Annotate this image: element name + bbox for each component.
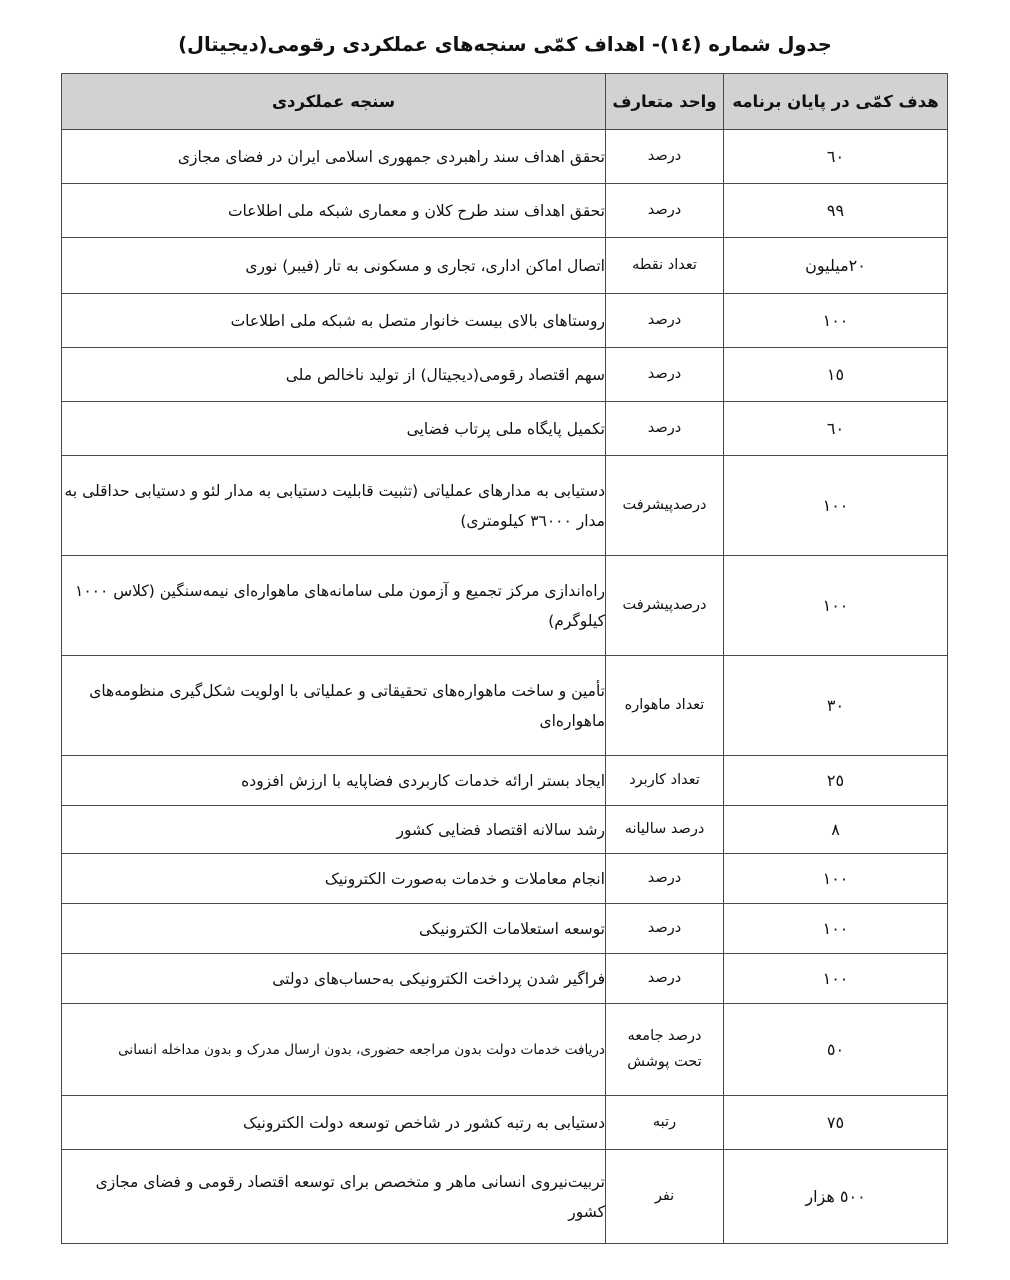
cell-unit: درصد	[606, 348, 724, 402]
cell-indicator: اتصال اماکن اداری، تجاری و مسکونی به تار (فیبر) نوری	[62, 238, 606, 294]
cell-indicator: تأمین و ساخت ماهواره‌های تحقیقاتی و عملیاتی با اولویت شکل‌گیری منظومه‌های ماهواره‌ای	[62, 656, 606, 756]
cell-target: ٨	[724, 806, 948, 854]
table-row	[62, 1150, 948, 1244]
cell-unit: درصد	[606, 130, 724, 184]
cell-unit-line-1: درصد جامعه	[627, 1028, 702, 1045]
cell-indicator: دریافت خدمات دولت بدون مراجعه حضوری، بدون ارسال مدرک و بدون مداخله انسانی	[62, 1004, 606, 1096]
column-header-indicator: سنجه عملکردی	[62, 74, 606, 130]
cell-indicator: تربیت‌نیروی انسانی ماهر و متخصص برای توسعه اقتصاد رقومی و فضای مجازی کشور	[62, 1150, 606, 1244]
table-row	[62, 756, 948, 806]
cell-target: ٥٠٠ هزار	[724, 1150, 948, 1244]
cell-unit: درصد	[606, 184, 724, 238]
cell-unit: درصد	[606, 854, 724, 904]
table-row	[62, 238, 948, 294]
cell-indicator: دستیابی به مدارهای عملیاتی (تثبیت قابلیت دستیابی به مدار لئو و دستیابی حداقلی به مدار ٣٦٠٠٠ کیلومتری)	[62, 456, 606, 556]
cell-indicator: ایجاد بستر ارائه خدمات کاربردی فضاپایه با ارزش افزوده	[62, 756, 606, 806]
cell-target: ٧٥	[724, 1096, 948, 1150]
cell-target: ٩٩	[724, 184, 948, 238]
cell-unit: درصد	[606, 904, 724, 954]
table-container	[0, 73, 1010, 1244]
table-row	[62, 904, 948, 954]
table-row	[62, 348, 948, 402]
table-header	[62, 74, 948, 130]
table-body	[62, 130, 948, 1244]
column-header-target: هدف کمّی در پایان برنامه	[724, 74, 948, 130]
cell-target: ١٠٠	[724, 456, 948, 556]
cell-target: ٢٠میلیون	[724, 238, 948, 294]
cell-unit: تعداد نقطه	[606, 238, 724, 294]
cell-target: ٦٠	[724, 130, 948, 184]
performance-indicators-table	[61, 73, 948, 1244]
cell-unit: درصد	[606, 402, 724, 456]
cell-indicator: سهم اقتصاد رقومی(دیجیتال) از تولید ناخالص ملی	[62, 348, 606, 402]
cell-unit: درصد سالیانه	[606, 806, 724, 854]
cell-target: ٣٠	[724, 656, 948, 756]
table-row	[62, 130, 948, 184]
cell-unit: تعداد کاربرد	[606, 756, 724, 806]
cell-unit-line-2: تحت پوشش	[627, 1053, 702, 1070]
table-row	[62, 294, 948, 348]
table-row	[62, 184, 948, 238]
cell-indicator: انجام معاملات و خدمات به‌صورت الکترونیک	[62, 854, 606, 904]
cell-indicator: تکمیل پایگاه ملی پرتاب فضایی	[62, 402, 606, 456]
cell-target: ١٠٠	[724, 954, 948, 1004]
cell-target: ١٠٠	[724, 556, 948, 656]
cell-unit: درصد	[606, 294, 724, 348]
cell-unit: درصد	[606, 954, 724, 1004]
table-row	[62, 1096, 948, 1150]
cell-indicator: روستاهای بالای بیست خانوار متصل به شبکه ملی اطلاعات	[62, 294, 606, 348]
cell-indicator: تحقق اهداف سند طرح کلان و معماری شبکه ملی اطلاعات	[62, 184, 606, 238]
cell-indicator: راه‌اندازی مرکز تجمیع و آزمون ملی سامانه‌های ماهواره‌ای نیمه‌سنگین (کلاس ١٠٠٠ کیلوگرم)	[62, 556, 606, 656]
cell-indicator: دستیابی به رتبه کشور در شاخص توسعه دولت الکترونیک	[62, 1096, 606, 1150]
cell-unit	[606, 1004, 724, 1096]
cell-unit: درصدپیشرفت	[606, 456, 724, 556]
cell-unit: تعداد ماهواره	[606, 656, 724, 756]
cell-target: ١٠٠	[724, 294, 948, 348]
cell-indicator: توسعه استعلامات الکترونیکی	[62, 904, 606, 954]
table-row	[62, 656, 948, 756]
cell-target: ٥٠	[724, 1004, 948, 1096]
table-row	[62, 402, 948, 456]
table-caption: جدول شماره (۱٤)- اهداف کمّی سنجه‌های عملکردی رقومی(دیجیتال)	[178, 33, 832, 56]
table-row	[62, 806, 948, 854]
cell-target: ٦٠	[724, 402, 948, 456]
cell-target: ٢٥	[724, 756, 948, 806]
cell-unit: نفر	[606, 1150, 724, 1244]
cell-target: ١٠٠	[724, 904, 948, 954]
cell-target: ١٥	[724, 348, 948, 402]
table-row	[62, 1004, 948, 1096]
cell-unit: رتبه	[606, 1096, 724, 1150]
column-header-unit: واحد متعارف	[606, 74, 724, 130]
table-row	[62, 456, 948, 556]
cell-indicator: رشد سالانه اقتصاد فضایی کشور	[62, 806, 606, 854]
cell-unit: درصدپیشرفت	[606, 556, 724, 656]
table-row	[62, 954, 948, 1004]
table-row	[62, 556, 948, 656]
cell-indicator: تحقق اهداف سند راهبردی جمهوری اسلامی ایران در فضای مجازی	[62, 130, 606, 184]
cell-target: ١٠٠	[724, 854, 948, 904]
header-row	[62, 74, 948, 130]
cell-indicator: فراگیر شدن پرداخت الکترونیکی به‌حساب‌های دولتی	[62, 954, 606, 1004]
table-row	[62, 854, 948, 904]
